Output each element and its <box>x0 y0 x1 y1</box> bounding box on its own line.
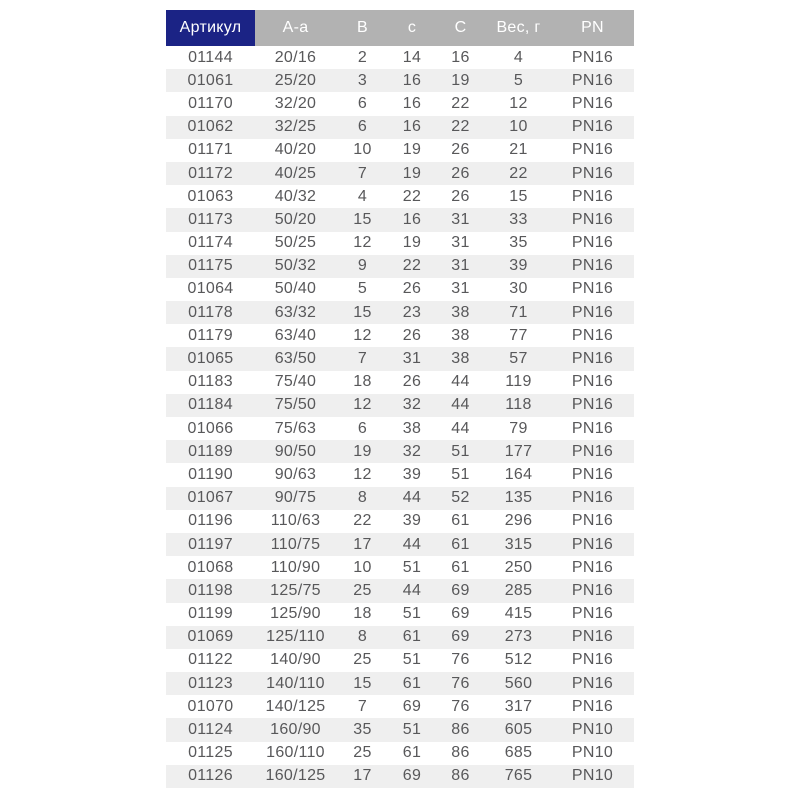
table-cell: 140/125 <box>255 695 336 718</box>
table-cell: 5 <box>336 278 389 301</box>
table-cell: PN16 <box>551 162 634 185</box>
table-cell: 12 <box>336 463 389 486</box>
table-cell: 15 <box>336 672 389 695</box>
table-cell: 01170 <box>166 92 255 115</box>
table-cell: 01124 <box>166 718 255 741</box>
table-cell: 61 <box>389 672 435 695</box>
table-row <box>166 440 634 463</box>
table-cell: 8 <box>336 626 389 649</box>
table-cell: 18 <box>336 603 389 626</box>
table-cell: PN16 <box>551 139 634 162</box>
header-row <box>166 10 634 46</box>
table-cell: 76 <box>435 695 486 718</box>
table-cell: 22 <box>336 510 389 533</box>
table-cell: 40/32 <box>255 185 336 208</box>
table-cell: 16 <box>389 69 435 92</box>
table-row <box>166 255 634 278</box>
table-cell: 31 <box>435 255 486 278</box>
table-cell: 01189 <box>166 440 255 463</box>
table-cell: 22 <box>486 162 551 185</box>
table-row <box>166 765 634 788</box>
table-cell: 19 <box>336 440 389 463</box>
table-cell: 44 <box>435 371 486 394</box>
table-row <box>166 603 634 626</box>
table-cell: 39 <box>389 463 435 486</box>
table-cell: 2 <box>336 46 389 69</box>
table-cell: 5 <box>486 69 551 92</box>
table-cell: 35 <box>336 718 389 741</box>
table-row <box>166 92 634 115</box>
table-cell: 76 <box>435 649 486 672</box>
table-row <box>166 139 634 162</box>
table-cell: 6 <box>336 116 389 139</box>
table-cell: 63/32 <box>255 301 336 324</box>
table-cell: 31 <box>435 208 486 231</box>
table-cell: 19 <box>389 139 435 162</box>
table-cell: PN16 <box>551 255 634 278</box>
table-cell: 01197 <box>166 533 255 556</box>
table-cell: PN16 <box>551 232 634 255</box>
table-cell: 76 <box>435 672 486 695</box>
table-row <box>166 232 634 255</box>
table-cell: 61 <box>435 533 486 556</box>
table-cell: 90/50 <box>255 440 336 463</box>
table-cell: 75/63 <box>255 417 336 440</box>
table-cell: 4 <box>336 185 389 208</box>
table-row <box>166 185 634 208</box>
table-cell: 50/25 <box>255 232 336 255</box>
table-cell: PN16 <box>551 371 634 394</box>
table-cell: 69 <box>389 765 435 788</box>
table-cell: 317 <box>486 695 551 718</box>
table-cell: PN16 <box>551 695 634 718</box>
table-cell: 125/75 <box>255 579 336 602</box>
table-body <box>166 46 634 788</box>
table-cell: 110/75 <box>255 533 336 556</box>
table-row <box>166 69 634 92</box>
table-cell: 8 <box>336 487 389 510</box>
table-row <box>166 672 634 695</box>
table-cell: 118 <box>486 394 551 417</box>
table-cell: 90/75 <box>255 487 336 510</box>
table-cell: 35 <box>486 232 551 255</box>
table-cell: 7 <box>336 347 389 370</box>
table-cell: PN16 <box>551 649 634 672</box>
table-cell: PN10 <box>551 742 634 765</box>
table-cell: 605 <box>486 718 551 741</box>
table-cell: 140/90 <box>255 649 336 672</box>
table-row <box>166 649 634 672</box>
table-cell: 86 <box>435 718 486 741</box>
table-cell: 21 <box>486 139 551 162</box>
col-header-pn: PN <box>551 10 634 46</box>
table-cell: 51 <box>435 463 486 486</box>
table-cell: PN16 <box>551 278 634 301</box>
table-row <box>166 463 634 486</box>
table-cell: 01199 <box>166 603 255 626</box>
table-cell: 01144 <box>166 46 255 69</box>
table-cell: 90/63 <box>255 463 336 486</box>
table-cell: 01174 <box>166 232 255 255</box>
table-cell: 61 <box>435 510 486 533</box>
table-cell: PN16 <box>551 672 634 695</box>
table-cell: 01178 <box>166 301 255 324</box>
table-cell: PN16 <box>551 487 634 510</box>
table-cell: 01126 <box>166 765 255 788</box>
table-cell: 01063 <box>166 185 255 208</box>
table-cell: 10 <box>336 556 389 579</box>
table-cell: 273 <box>486 626 551 649</box>
table-cell: 22 <box>389 185 435 208</box>
table-cell: 17 <box>336 533 389 556</box>
table-cell: 512 <box>486 649 551 672</box>
table-cell: 77 <box>486 324 551 347</box>
table-cell: 7 <box>336 162 389 185</box>
table-cell: 01171 <box>166 139 255 162</box>
table-cell: 110/90 <box>255 556 336 579</box>
table-row <box>166 116 634 139</box>
table-cell: 110/63 <box>255 510 336 533</box>
table-cell: 01064 <box>166 278 255 301</box>
table-cell: 50/40 <box>255 278 336 301</box>
table-cell: 3 <box>336 69 389 92</box>
table-cell: 18 <box>336 371 389 394</box>
table-row <box>166 487 634 510</box>
table-cell: 19 <box>435 69 486 92</box>
table-cell: 52 <box>435 487 486 510</box>
table-cell: 75/50 <box>255 394 336 417</box>
table-row <box>166 579 634 602</box>
table-row <box>166 394 634 417</box>
table-cell: 01125 <box>166 742 255 765</box>
table-cell: PN16 <box>551 301 634 324</box>
table-cell: 40/20 <box>255 139 336 162</box>
table-cell: PN16 <box>551 185 634 208</box>
table-cell: 296 <box>486 510 551 533</box>
col-header-c-big: С <box>435 10 486 46</box>
table-cell: 15 <box>336 301 389 324</box>
table-cell: 7 <box>336 695 389 718</box>
table-cell: 6 <box>336 417 389 440</box>
table-cell: 19 <box>389 162 435 185</box>
table-cell: 51 <box>389 603 435 626</box>
table-cell: PN16 <box>551 92 634 115</box>
table-cell: 125/110 <box>255 626 336 649</box>
table-cell: 15 <box>486 185 551 208</box>
table-cell: 12 <box>486 92 551 115</box>
table-cell: 69 <box>435 603 486 626</box>
table-cell: 119 <box>486 371 551 394</box>
table-cell: 22 <box>435 116 486 139</box>
table-row <box>166 301 634 324</box>
table-cell: 01172 <box>166 162 255 185</box>
table-cell: 16 <box>389 208 435 231</box>
table-cell: 25 <box>336 742 389 765</box>
table-cell: 31 <box>435 278 486 301</box>
table-row <box>166 162 634 185</box>
table-cell: 01065 <box>166 347 255 370</box>
table-cell: 51 <box>389 718 435 741</box>
table-cell: 177 <box>486 440 551 463</box>
table-cell: 01122 <box>166 649 255 672</box>
table-cell: 44 <box>435 394 486 417</box>
table-cell: 01062 <box>166 116 255 139</box>
table-cell: PN16 <box>551 626 634 649</box>
table-cell: 9 <box>336 255 389 278</box>
table-cell: 125/90 <box>255 603 336 626</box>
table-cell: 01066 <box>166 417 255 440</box>
table-cell: 415 <box>486 603 551 626</box>
table-cell: 38 <box>435 347 486 370</box>
table-cell: 63/50 <box>255 347 336 370</box>
table-cell: 01179 <box>166 324 255 347</box>
table-cell: 69 <box>435 579 486 602</box>
table-cell: 23 <box>389 301 435 324</box>
table-cell: PN16 <box>551 579 634 602</box>
col-header-article: Артикул <box>166 10 255 46</box>
table-cell: PN16 <box>551 324 634 347</box>
table-row <box>166 533 634 556</box>
table-cell: 69 <box>389 695 435 718</box>
table-cell: 01183 <box>166 371 255 394</box>
table-cell: 140/110 <box>255 672 336 695</box>
table-cell: 560 <box>486 672 551 695</box>
table-cell: 01123 <box>166 672 255 695</box>
table-cell: 26 <box>435 139 486 162</box>
col-header-c-small: с <box>389 10 435 46</box>
table-cell: 12 <box>336 232 389 255</box>
col-header-a-a: А-а <box>255 10 336 46</box>
table-row <box>166 347 634 370</box>
table-cell: 17 <box>336 765 389 788</box>
table-cell: PN10 <box>551 718 634 741</box>
table-cell: PN10 <box>551 765 634 788</box>
table-cell: PN16 <box>551 463 634 486</box>
table-cell: PN16 <box>551 556 634 579</box>
table-cell: 315 <box>486 533 551 556</box>
table-cell: 61 <box>389 742 435 765</box>
table-cell: 38 <box>389 417 435 440</box>
table-cell: 63/40 <box>255 324 336 347</box>
table-cell: 32/25 <box>255 116 336 139</box>
table-cell: 50/32 <box>255 255 336 278</box>
table-cell: 79 <box>486 417 551 440</box>
table-cell: 01067 <box>166 487 255 510</box>
table-cell: 12 <box>336 324 389 347</box>
table-row <box>166 371 634 394</box>
table-cell: 01175 <box>166 255 255 278</box>
table-cell: PN16 <box>551 417 634 440</box>
table-cell: 32/20 <box>255 92 336 115</box>
table-row <box>166 695 634 718</box>
table-cell: 10 <box>486 116 551 139</box>
table-cell: PN16 <box>551 440 634 463</box>
table-cell: 22 <box>435 92 486 115</box>
table-row <box>166 718 634 741</box>
table-cell: PN16 <box>551 69 634 92</box>
table-cell: 01198 <box>166 579 255 602</box>
product-spec-table <box>166 10 634 788</box>
col-header-weight: Вес, г <box>486 10 551 46</box>
table-cell: 16 <box>389 116 435 139</box>
col-header-b: В <box>336 10 389 46</box>
table-row <box>166 46 634 69</box>
table-cell: PN16 <box>551 46 634 69</box>
table-cell: 14 <box>389 46 435 69</box>
table-cell: 01068 <box>166 556 255 579</box>
table-cell: 26 <box>435 185 486 208</box>
table-cell: 765 <box>486 765 551 788</box>
table-cell: 39 <box>389 510 435 533</box>
table-row <box>166 278 634 301</box>
table-cell: 38 <box>435 301 486 324</box>
table-cell: 6 <box>336 92 389 115</box>
table-cell: 44 <box>389 487 435 510</box>
table-cell: 50/20 <box>255 208 336 231</box>
table-row <box>166 742 634 765</box>
table-cell: 69 <box>435 626 486 649</box>
table-cell: 10 <box>336 139 389 162</box>
table-cell: 75/40 <box>255 371 336 394</box>
table-cell: 01184 <box>166 394 255 417</box>
table-cell: 15 <box>336 208 389 231</box>
table-cell: 12 <box>336 394 389 417</box>
table-cell: 01069 <box>166 626 255 649</box>
table-cell: 39 <box>486 255 551 278</box>
table-cell: PN16 <box>551 533 634 556</box>
table-cell: 38 <box>435 324 486 347</box>
table-cell: 19 <box>389 232 435 255</box>
table-cell: 40/25 <box>255 162 336 185</box>
table-row <box>166 510 634 533</box>
table-cell: 160/90 <box>255 718 336 741</box>
table-cell: 32 <box>389 440 435 463</box>
table-cell: 160/125 <box>255 765 336 788</box>
table-cell: 01061 <box>166 69 255 92</box>
table-row <box>166 626 634 649</box>
table-cell: 26 <box>389 324 435 347</box>
table-cell: PN16 <box>551 510 634 533</box>
table-cell: 4 <box>486 46 551 69</box>
table-row <box>166 324 634 347</box>
table-cell: 250 <box>486 556 551 579</box>
table-cell: 26 <box>435 162 486 185</box>
table-cell: 16 <box>389 92 435 115</box>
table-cell: 285 <box>486 579 551 602</box>
table-cell: PN16 <box>551 347 634 370</box>
table-row <box>166 417 634 440</box>
table-cell: 61 <box>435 556 486 579</box>
table-cell: 51 <box>389 649 435 672</box>
table-cell: 44 <box>435 417 486 440</box>
table-cell: 71 <box>486 301 551 324</box>
table-cell: 160/110 <box>255 742 336 765</box>
table-cell: 01196 <box>166 510 255 533</box>
table-cell: 25/20 <box>255 69 336 92</box>
table-cell: 86 <box>435 742 486 765</box>
table-cell: PN16 <box>551 116 634 139</box>
table-cell: 25 <box>336 579 389 602</box>
table-cell: 33 <box>486 208 551 231</box>
table-cell: PN16 <box>551 208 634 231</box>
table-cell: 22 <box>389 255 435 278</box>
table-cell: 32 <box>389 394 435 417</box>
table-row <box>166 208 634 231</box>
table-cell: 685 <box>486 742 551 765</box>
table-cell: 51 <box>389 556 435 579</box>
table-cell: 164 <box>486 463 551 486</box>
table-cell: 44 <box>389 533 435 556</box>
table-cell: 31 <box>389 347 435 370</box>
table-cell: 86 <box>435 765 486 788</box>
table-cell: PN16 <box>551 603 634 626</box>
table-cell: 135 <box>486 487 551 510</box>
table-cell: 26 <box>389 278 435 301</box>
table-cell: 31 <box>435 232 486 255</box>
table-cell: 51 <box>435 440 486 463</box>
table-cell: 26 <box>389 371 435 394</box>
table-cell: 57 <box>486 347 551 370</box>
table-cell: 01173 <box>166 208 255 231</box>
table-cell: PN16 <box>551 394 634 417</box>
table-cell: 61 <box>389 626 435 649</box>
table-cell: 16 <box>435 46 486 69</box>
table-cell: 01190 <box>166 463 255 486</box>
table-row <box>166 556 634 579</box>
table-cell: 20/16 <box>255 46 336 69</box>
table-cell: 44 <box>389 579 435 602</box>
table-cell: 25 <box>336 649 389 672</box>
table-cell: 01070 <box>166 695 255 718</box>
table-cell: 30 <box>486 278 551 301</box>
